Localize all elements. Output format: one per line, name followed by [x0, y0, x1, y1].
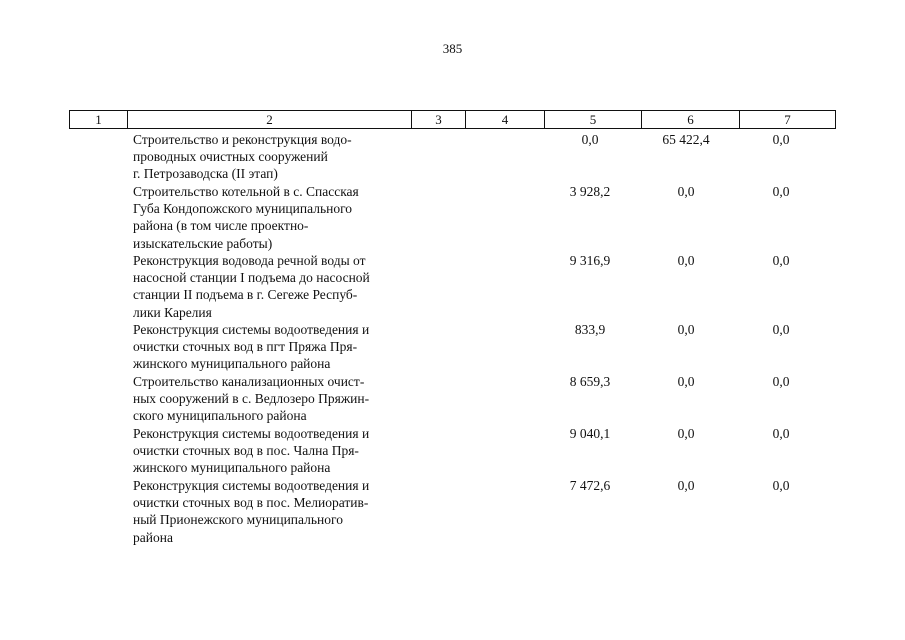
project-name: Реконструкция системы водоотведения и очистки сточных вод в пос. Чална Пря- жинского муниципального района — [133, 426, 370, 476]
table-row — [0, 321, 905, 373]
column-header-7: 7 — [740, 111, 836, 129]
project-name: Строительство канализационных очист- ных сооружений в с. Ведлозеро Пряжин- ского муниципального района — [133, 374, 370, 424]
column-header-2: 2 — [128, 111, 412, 129]
cell-col-6: 0,0 — [677, 253, 695, 268]
cell-col-7: 0,0 — [772, 184, 790, 199]
cell-col-5: 7 472,6 — [569, 478, 611, 493]
table-row — [0, 477, 905, 546]
table-row — [0, 131, 905, 183]
cell-col-7: 0,0 — [772, 374, 790, 389]
cell-col-6: 0,0 — [677, 322, 695, 337]
project-name: Строительство котельной в с. Спасская Губа Кондопожского муниципального района (в том числе проектно- изыскательские работы) — [133, 184, 359, 251]
project-name: Реконструкция системы водоотведения и очистки сточных вод в пгт Пряжа Пря- жинского муниципального района — [133, 322, 370, 372]
cell-col-7: 0,0 — [772, 322, 790, 337]
column-header-5: 5 — [545, 111, 642, 129]
project-name: Строительство и реконструкция водо- проводных очистных сооружений г. Петрозаводска (II этап) — [133, 132, 352, 182]
cell-col-6: 0,0 — [677, 478, 695, 493]
table-row — [0, 425, 905, 477]
column-header-6: 6 — [642, 111, 740, 129]
cell-col-7: 0,0 — [772, 426, 790, 441]
cell-col-6: 0,0 — [677, 374, 695, 389]
cell-col-6: 0,0 — [677, 184, 695, 199]
table-row — [0, 373, 905, 425]
page-number: 385 — [442, 41, 463, 56]
cell-col-7: 0,0 — [772, 253, 790, 268]
project-name: Реконструкция водовода речной воды от насосной станции I подъема до насосной станции II подъема в г. Сегеже Респуб- лики Карелия — [133, 253, 370, 320]
cell-col-5: 3 928,2 — [569, 184, 611, 199]
cell-col-5: 9 040,1 — [569, 426, 611, 441]
cell-col-5: 0,0 — [581, 132, 599, 147]
table-row — [0, 252, 905, 321]
column-header-3: 3 — [412, 111, 466, 129]
project-name: Реконструкция системы водоотведения и очистки сточных вод в пос. Мелиоратив- ный Прионежского муниципального района — [133, 478, 370, 545]
cell-col-6: 65 422,4 — [662, 132, 710, 147]
column-header-row — [70, 111, 836, 129]
table-body — [0, 131, 905, 546]
cell-col-7: 0,0 — [772, 132, 790, 147]
table-row — [0, 183, 905, 252]
cell-col-5: 8 659,3 — [569, 374, 611, 389]
cell-col-5: 833,9 — [574, 322, 606, 337]
column-header-table — [69, 110, 836, 129]
column-header-4: 4 — [466, 111, 545, 129]
column-header-1: 1 — [70, 111, 128, 129]
cell-col-7: 0,0 — [772, 478, 790, 493]
cell-col-6: 0,0 — [677, 426, 695, 441]
cell-col-5: 9 316,9 — [569, 253, 611, 268]
